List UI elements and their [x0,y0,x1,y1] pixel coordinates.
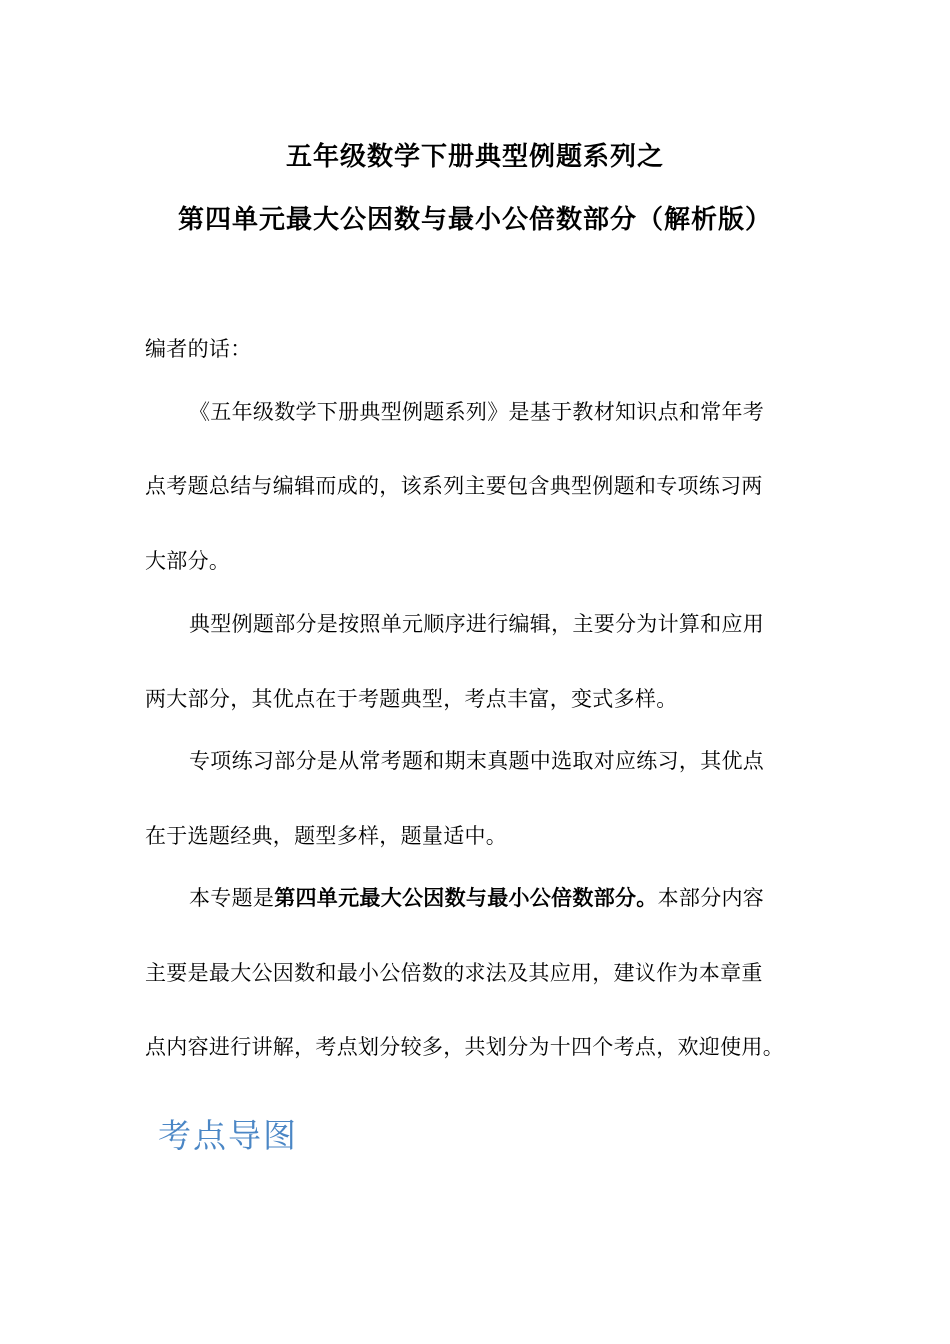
paragraph-2-line-1: 典型例题部分是按照单元顺序进行编辑，主要分为计算和应用 [189,612,765,636]
paragraph-4-line-1-suffix: 本部分内容 [657,886,765,910]
paragraph-3-line-1: 专项练习部分是从常考题和期末真题中选取对应练习，其优点 [189,749,765,773]
section-heading: 考点导图 [158,1116,298,1155]
document-title-line-1: 五年级数学下册典型例题系列之 [285,142,664,172]
paragraph-1-line-3: 大部分。 [145,549,231,573]
editor-note-label: 编者的话： [145,337,252,361]
paragraph-2-line-2: 两大部分，其优点在于考题典型，考点丰富，变式多样。 [145,687,678,711]
paragraph-1-line-1: 《五年级数学下册典型例题系列》是基于教材知识点和常年考 [189,400,765,424]
paragraph-4-line-3: 点内容进行讲解，考点划分较多，共划分为十四个考点，欢迎使用。 [145,1035,784,1059]
paragraph-3-line-2: 在于选题经典，题型多样，题量适中。 [145,824,508,848]
paragraph-4-highlight: 第四单元最大公因数与最小公倍数部分。 [274,886,658,910]
paragraph-4-line-1 [189,882,764,912]
paragraph-4-line-2: 主要是最大公因数和最小公倍数的求法及其应用，建议作为本章重 [145,961,763,985]
document-title-line-2: 第四单元最大公因数与最小公倍数部分（解析版） [177,205,772,235]
paragraph-1-line-2: 点考题总结与编辑而成的，该系列主要包含典型例题和专项练习两 [145,474,763,498]
paragraph-4-line-1-prefix: 本专题是 [189,886,275,910]
